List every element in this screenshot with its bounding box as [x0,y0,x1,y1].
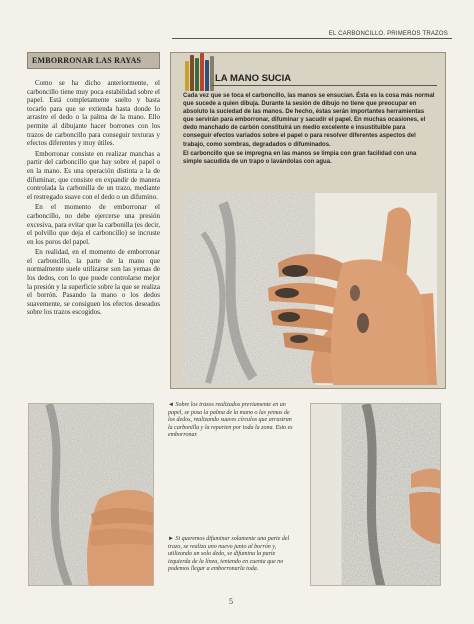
sidebar-rule [211,85,437,86]
pencil [190,55,194,91]
running-head: EL CARBONCILLO. PRIMEROS TRAZOS [328,31,448,37]
sidebar-box [170,52,446,389]
body-paragraph: Como se ha dicho anteriormente, el carboncillo tiene muy poca estabilidad sobre el papel. Está completamente suelto y basta tocarlo para que se extienda hasta donde lo arrastre el dedo o la palma de la mano. Ello permite al dibujante hacer borrones con los trazos de carboncillo para conseguir texturas y efectos diferentes y muy útiles. [27,79,160,148]
caption-first: ◄ Sobre los trazos realizados previamente en un papel, se posa la palma de la mano o las yemas de los dedos, realizando suaves círculos que arrastran la carbonilla y la reparten por toda la zona. Esto es emborronar. [168,402,293,439]
section-body [27,79,160,317]
body-paragraph: Emborronar consiste en realizar manchas a partir del carboncillo que hay sobre el papel o en la mano. Es una operación distinta a la de difuminar, que consiste en expandir de manera controlada la carbonilla de un trazo, mediante el restregado suave con el dedo o un difumino. [27,149,160,201]
smudge-photo-left [28,403,154,586]
body-paragraph: En realidad, en el momento de emborronar el carboncillo, la parte de la mano que normalmente suele utilizarse son las yemas de los dedos, con lo que puede controlarse mejor la presión y la superficie sobre la que se realiza el borrón. Pasando la mano o los dedos suavemente, se consiguen los efectos deseados sobre los trazos escogidos. [27,248,160,317]
sidebar-paragraph: Cada vez que se toca el carboncillo, las manos se ensucian. Ésta es la cosa más normal que sucede a quien dibuja. Durante la sesión de dibujo no tiene que preocupar en absoluto la suciedad de las manos. De hecho, éstas serán importantes herramientas que servirán para emborronar, difuminar y sacudir el papel. En muchas ocasiones, el dedo manchado de carbón constituirá un medio excelente e insustituible para conseguir efectos variados sobre el papel o para resolver diferentes aspectos del trabajo, como sombras, degradados o difuminados. [183,93,435,148]
caption-second: ► Si queremos difuminar solamente una parte del trazo, se realiza uno nuevo junto al borrón y, utilizando un solo dedo, se difumina la parte izquierda de la línea, teniendo en cuenta que no podemos llegar a emborronarla toda. [168,536,290,573]
sidebar-title: LA MANO SUCIA [215,73,292,84]
pencil [205,60,209,91]
sidebar-paragraph: El carboncillo que se impregna en las manos se limpia con gran facilidad con una simple sacudida de un trapo o lavándolas con agua. [183,150,417,165]
section-title: EMBORRONAR LAS RAYAS [27,52,160,69]
header-rule [172,38,452,39]
pencil [195,58,199,91]
main-column [27,52,160,319]
smudge-photo-right [310,403,441,586]
page-number: 5 [229,597,233,606]
sidebar-body [183,92,435,167]
pencil [200,53,204,91]
dirty-hand-photo [183,193,437,385]
body-paragraph: En el momento de emborronar el carboncillo, no debe ejercerse una presión excesiva, para evitar que la carbonilla (es decir, el polvillo que deja el carboncillo) se incruste en los poros del papel. [27,203,160,246]
pencil [185,61,189,91]
